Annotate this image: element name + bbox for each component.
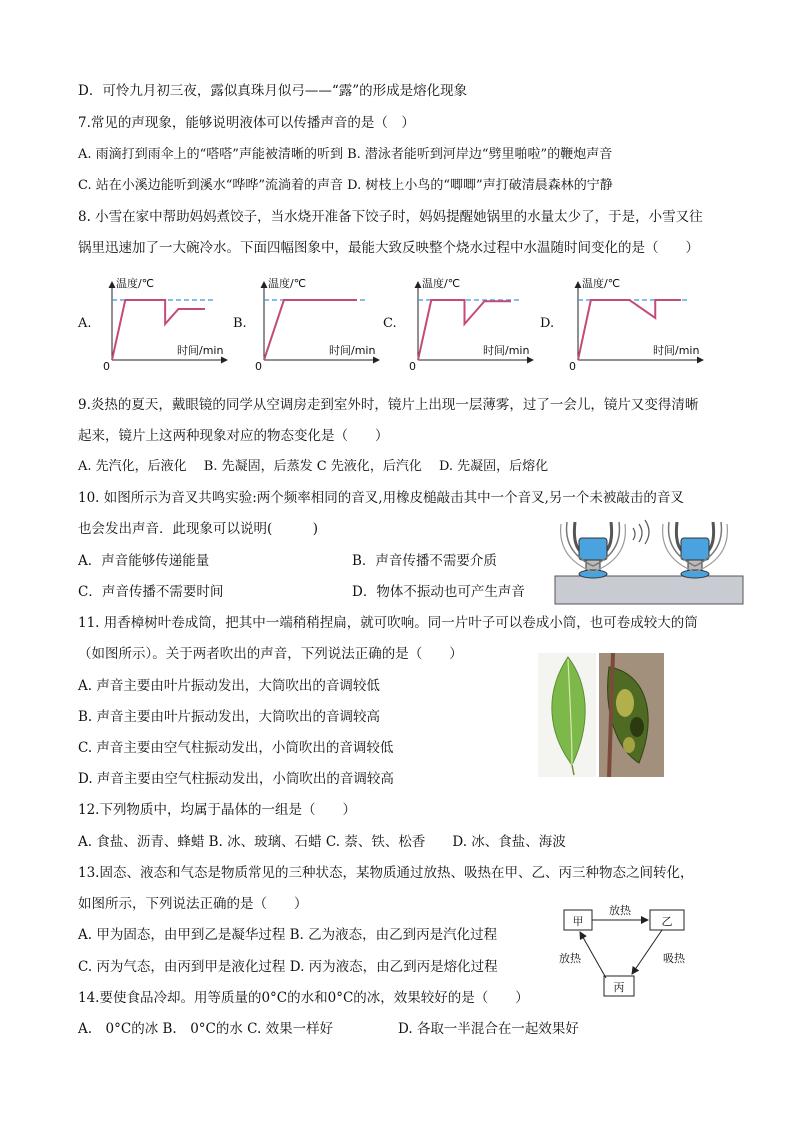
q8-stem-line2: 锅里迅速加了一大碗冷水。下面四幅图象中，最能大致反映整个烧水过程中水温随时间变化的是（ ）: [78, 240, 699, 256]
q7-options-line2: C. 站在小溪边能听到溪水“哗哗”流淌着的声音 D. 树枝上小鸟的“唧唧”声打破清晨森林的宁静: [78, 178, 613, 193]
q11-option-b: B. 声音主要由叶片振动发出，大筒吹出的音调较高: [78, 709, 381, 725]
leaf-photo: [538, 653, 596, 777]
q8-option-b-label: B.: [233, 316, 247, 331]
origin-label: 0: [255, 360, 262, 372]
q11-option-c: C. 声音主要由空气柱振动发出，小筒吹出的音调较低: [78, 740, 394, 756]
left-tuning-fork: [561, 522, 626, 578]
q13-options-line2: C. 丙为气态，由丙到甲是液化过程 D. 丙为液态，由乙到丙是熔化过程: [78, 959, 498, 975]
x-axis-label: 时间/min: [483, 344, 530, 357]
edge-jia-to-yi-label: 放热: [609, 904, 631, 917]
q7-options-line1: A. 雨滴打到雨伞上的“嗒嗒”声能被清晰的听到 B. 潜泳者能听到河岸边“劈里啪啦”的鞭炮声音: [78, 147, 613, 162]
q10-option-d: D．物体不振动也可产生声音: [352, 584, 525, 600]
q7-stem: 7.常见的声现象，能够说明液体可以传播声音的是（ ）: [78, 115, 415, 131]
q14-option-d: D. 各取一半混合在一起效果好: [398, 1021, 579, 1037]
y-axis-label: 温度/℃: [422, 277, 461, 290]
y-axis-label: 温度/℃: [268, 277, 307, 290]
edge-bing-to-jia-label: 放热: [559, 952, 581, 965]
rolled-leaf-photo: [599, 653, 664, 777]
q10-stem-line2: 也会发出声音．此现象可以说明( ): [78, 521, 319, 537]
q10-stem-line1: 10. 如图所示为音叉共鸣实验:两个频率相同的音叉,用橡皮槌敲击其中一个音叉,另一个未被敲击的音叉: [78, 490, 684, 506]
node-yi-label: 乙: [661, 915, 673, 928]
q11-stem-line2: （如图所示）。关于两者吹出的声音，下列说法正确的是（ ）: [78, 646, 463, 662]
q13-options-line1: A. 甲为固态，由甲到乙是凝华过程 B. 乙为液态，由乙到丙是汽化过程: [78, 927, 498, 943]
right-tuning-fork: [663, 522, 728, 578]
q13-stem-line1: 13.固态、液态和气态是物质常见的三种状态，某物质通过放热、吸热在甲、乙、丙三种物态之间转化，: [78, 865, 694, 881]
node-jia-label: 甲: [572, 915, 584, 928]
q8-chart-d: [566, 272, 711, 372]
q10-option-c: C．声音传播不需要时间: [78, 584, 224, 600]
x-axis-label: 时间/min: [329, 344, 376, 357]
q13-stem-line2: 如图所示，下列说法正确的是（ ）: [78, 896, 308, 912]
q12-stem: 12.下列物质中，均属于晶体的一组是（ ）: [78, 802, 356, 818]
edge-bing-to-jia: [580, 932, 606, 978]
q8-stem-line1: 8. 小雪在家中帮助妈妈煮饺子，当水烧开准备下饺子时，妈妈提醒她锅里的水量太少了，于是，小雪又往: [78, 209, 703, 225]
y-axis-label: 温度/℃: [116, 277, 155, 290]
q9-options: A. 先汽化，后液化 B. 先凝固，后蒸发 C 先液化，后汽化 D. 先凝固，后熔化: [78, 459, 549, 474]
q6-option-d: D．可怜九月初三夜，露似真珠月似弓——“露”的形成是熔化现象: [78, 83, 468, 99]
q8-chart-c: [406, 272, 541, 372]
x-axis-label: 时间/min: [653, 344, 700, 357]
edge-yi-to-bing-label: 吸热: [663, 952, 685, 965]
tuning-fork-figure: [553, 512, 745, 606]
node-bing-label: 丙: [613, 981, 625, 994]
q8-option-c-label: C.: [383, 316, 397, 331]
q11-option-d: D. 声音主要由空气柱振动发出，小筒吹出的音调较高: [78, 771, 394, 787]
q8-chart-b: [252, 272, 387, 372]
q11-option-a: A. 声音主要由叶片振动发出，大筒吹出的音调较低: [78, 678, 380, 694]
state-change-diagram: [552, 902, 702, 998]
origin-label: 0: [409, 360, 416, 372]
sound-wave-icon: [633, 520, 649, 544]
q9-stem-line2: 起来，镜片上这两种现象对应的物态变化是（ ）: [78, 428, 389, 444]
q14-stem: 14.要使食品冷却。用等质量的0°C的水和0°C的冰，效果较好的是（ ）: [78, 990, 529, 1006]
q14-options-abc: A. 0°C的冰 B. 0°C的水 C. 效果一样好: [78, 1021, 334, 1037]
q10-option-b: B．声音传播不需要介质: [352, 553, 497, 569]
q8-chart-a: [100, 272, 235, 372]
origin-label: 0: [569, 360, 576, 372]
q8-option-d-label: D.: [540, 316, 555, 331]
q12-options: A. 食盐、沥青、蜂蜡 B. 冰、玻璃、石蜡 C. 萘、铁、松香 D. 冰、食盐、海波: [78, 834, 566, 850]
edge-yi-to-bing: [632, 930, 662, 974]
q9-stem-line1: 9.炎热的夏天，戴眼镜的同学从空调房走到室外时，镜片上出现一层薄雾，过了一会儿，镜片又变得清晰: [78, 397, 699, 413]
q8-option-a-label: A.: [78, 316, 92, 331]
q11-stem-line1: 11. 用香樟树叶卷成筒，把其中一端稍稍捏扁，就可吹响。同一片叶子可以卷成小筒，也可卷成较大的筒: [78, 615, 698, 631]
x-axis-label: 时间/min: [177, 344, 224, 357]
y-axis-label: 温度/℃: [582, 277, 621, 290]
q10-option-a: A．声音能够传递能量: [78, 553, 210, 569]
origin-label: 0: [103, 360, 110, 372]
